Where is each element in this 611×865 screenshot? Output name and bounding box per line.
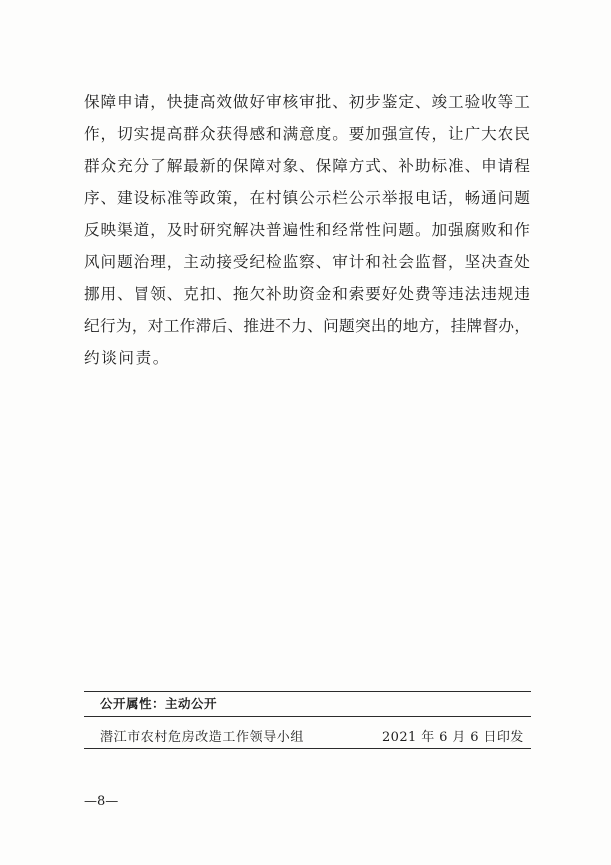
body-line: 约谈问责。 [84,349,170,367]
footer-rule-bottom [84,748,531,749]
issue-date: 2021 年 6 月 6 日印发 [382,730,524,745]
body-line: 作 ， 切 实 提 高 群 众 获 得 感 和 满 意 度 。 要 加 强 宣 传 ， 让 广 大 农 民 [84,125,530,143]
disclosure-attribute: 公开属性：主动公开 [100,696,218,711]
body-line: 序 、 建 设 标 准 等 政 策 ， 在 村 镇 公 示 栏 公 示 举 报 电 话 ， 畅 通 问 题 [84,189,530,207]
body-line: 群 众 充 分 了 解 最 新 的 保 障 对 象 、 保 障 方 式 、 补 助 标 准 、 申 请 程 [84,157,530,175]
body-line: 挪 用 、 冒 领 、 克 扣 、 拖 欠 补 助 资 金 和 索 要 好 处 费 等 违 法 违 规 违 [84,285,530,303]
body-text [84,86,530,374]
body-line: 纪 行 为 ， 对 工 作 滞 后 、 推 进 不 力 、 问 题 突 出 的 地 方 ， 挂 牌 督 办 ， [84,317,530,335]
body-line: 风 问 题 治 理 ， 主 动 接 受 纪 检 监 察 、 审 计 和 社 会 监 督 ， 坚 决 查 处 [84,253,530,271]
page-number: —8— [84,794,119,809]
footer-rule-middle [84,716,531,717]
issuing-organization: 潜江市农村危房改造工作领导小组 [100,730,305,745]
footer-rule-top [84,691,531,692]
body-line: 保 障 申 请 ， 快 捷 高 效 做 好 审 核 审 批 、 初 步 鉴 定 、 竣 工 验 收 等 工 [84,93,530,111]
body-line: 反 映 渠 道 ， 及 时 研 究 解 决 普 遍 性 和 经 常 性 问 题 。 加 强 腐 败 和 作 [84,221,530,239]
